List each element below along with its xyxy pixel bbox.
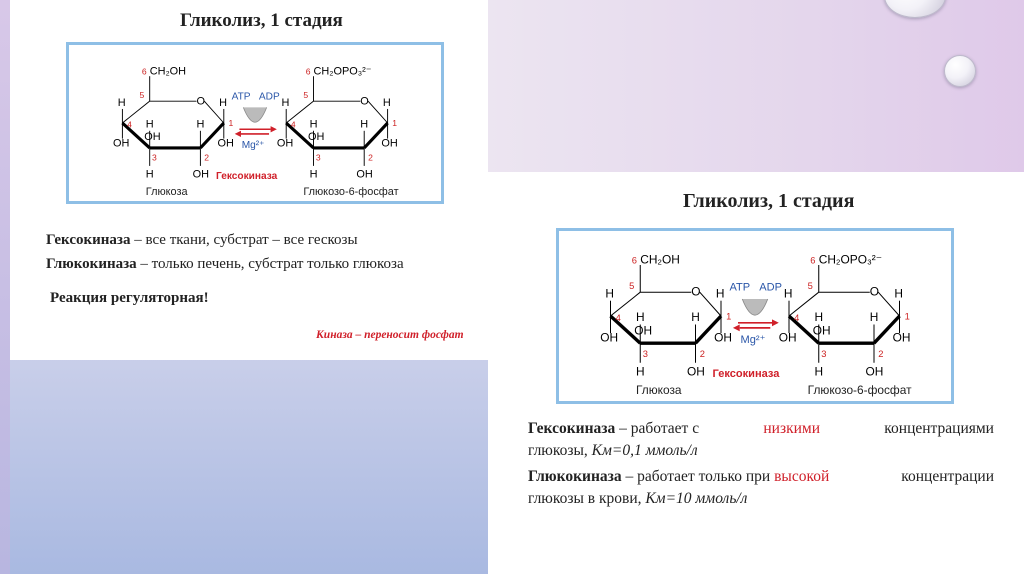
svg-text:H: H <box>196 118 205 131</box>
p2-text-b: концентрации <box>901 468 994 485</box>
svg-text:H: H <box>382 96 391 109</box>
slide-1-title: Гликолиз, 1 стадия <box>180 10 343 31</box>
svg-text:2: 2 <box>368 152 373 163</box>
slide-1-line-2 <box>46 256 404 273</box>
svg-text:H: H <box>636 310 645 325</box>
svg-text:OH: OH <box>812 323 831 338</box>
svg-text:H: H <box>691 310 700 325</box>
slide-2-title: Гликолиз, 1 стадия <box>683 190 855 212</box>
svg-text:O: O <box>691 284 701 299</box>
svg-text:OH: OH <box>217 137 234 150</box>
km-glucokinase: Км=10 ммоль/л <box>645 490 748 507</box>
high-highlight: высокой <box>774 468 830 485</box>
svg-text:CH₂OPO₃²⁻: CH₂OPO₃²⁻ <box>313 65 372 78</box>
svg-text:OH: OH <box>778 330 797 345</box>
svg-text:OH: OH <box>634 323 653 338</box>
svg-text:O: O <box>360 95 369 108</box>
svg-text:H: H <box>605 286 614 301</box>
svg-text:1: 1 <box>228 118 234 129</box>
slide-1 <box>10 0 488 360</box>
slide-1-diagram <box>66 42 444 204</box>
svg-text:OH: OH <box>865 364 884 379</box>
svg-text:6: 6 <box>631 255 637 266</box>
svg-text:4: 4 <box>794 313 800 324</box>
slide-1-note: Киназа – переносит фосфат <box>316 329 464 341</box>
svg-text:OH: OH <box>714 330 733 345</box>
glucokinase-term-2: Глюкокиназа <box>528 468 622 485</box>
svg-text:ADP: ADP <box>759 281 782 294</box>
background-edge <box>0 0 10 574</box>
bubble-decoration-small <box>944 55 976 87</box>
hexokinase-term-2: Гексокиназа <box>528 420 616 437</box>
slide-2-diagram <box>556 228 954 404</box>
line-2-text: – только печень, субстрат только глюкоза <box>136 256 404 272</box>
svg-text:H: H <box>814 364 824 379</box>
p2-line2-text: глюкозы в крови, <box>528 490 646 507</box>
svg-text:ATP: ATP <box>729 281 751 294</box>
slide-1-line-3: Реакция регуляторная! <box>50 290 209 306</box>
svg-text:H: H <box>219 96 228 109</box>
svg-text:6: 6 <box>305 66 311 77</box>
svg-text:OH: OH <box>687 364 705 379</box>
svg-text:OH: OH <box>600 330 619 345</box>
svg-text:5: 5 <box>807 280 813 291</box>
svg-text:OH: OH <box>892 330 911 345</box>
svg-text:6: 6 <box>141 66 147 77</box>
svg-text:CH₂OPO₃²⁻: CH₂OPO₃²⁻ <box>818 252 883 267</box>
svg-text:3: 3 <box>315 152 321 163</box>
svg-text:H: H <box>869 310 879 325</box>
line-1-text: – все ткани, субстрат – все гескозы <box>130 232 358 248</box>
svg-text:H: H <box>783 286 793 301</box>
svg-text:5: 5 <box>629 280 635 291</box>
svg-text:4: 4 <box>290 119 296 130</box>
p1-line2-text: глюкозы, <box>528 442 592 459</box>
p1-text-a: – работает с <box>615 420 700 437</box>
svg-text:OH: OH <box>381 137 398 150</box>
svg-text:2: 2 <box>699 348 705 359</box>
svg-text:ATP: ATP <box>231 91 251 103</box>
glucokinase-term: Глюкокиназа <box>46 256 137 272</box>
svg-text:Mg²⁺: Mg²⁺ <box>241 139 265 151</box>
enzyme-label: Гексокиназа <box>216 171 278 183</box>
svg-text:1: 1 <box>726 311 732 322</box>
background-panel-pink <box>488 0 1024 172</box>
svg-text:ADP: ADP <box>258 91 280 103</box>
g6p-label: Глюкозо-6-фосфат <box>303 185 399 198</box>
svg-text:Mg²⁺: Mg²⁺ <box>740 334 766 347</box>
p1-text-b: концентрациями <box>884 420 994 437</box>
hexokinase-term: Гексокиназа <box>46 232 131 248</box>
svg-text:H: H <box>309 118 318 131</box>
svg-text:3: 3 <box>821 348 827 359</box>
svg-text:1: 1 <box>904 311 910 322</box>
svg-text:H: H <box>636 364 645 379</box>
svg-text:H: H <box>117 96 126 109</box>
km-hexokinase: Км=0,1 ммоль/л <box>591 442 698 459</box>
svg-text:CH₂OH: CH₂OH <box>640 252 680 267</box>
svg-text:H: H <box>145 118 154 131</box>
p2-text-a: – работает только при <box>621 468 775 485</box>
glycolysis-reaction-diagram-2 <box>559 231 951 401</box>
svg-text:OH: OH <box>276 137 294 150</box>
svg-text:5: 5 <box>139 90 145 101</box>
svg-text:H: H <box>814 310 824 325</box>
svg-text:6: 6 <box>810 255 816 266</box>
slide-2-p2-line-1 <box>528 468 994 486</box>
svg-text:5: 5 <box>303 90 309 101</box>
svg-text:3: 3 <box>152 152 157 163</box>
svg-text:O: O <box>196 95 205 108</box>
svg-text:H: H <box>145 168 154 181</box>
svg-text:OH: OH <box>113 137 130 150</box>
svg-text:OH: OH <box>356 168 373 181</box>
svg-text:CH₂OH: CH₂OH <box>149 65 187 78</box>
svg-text:1: 1 <box>392 118 398 129</box>
low-highlight: низкими <box>763 420 821 437</box>
svg-text:OH: OH <box>308 131 325 144</box>
svg-text:OH: OH <box>192 168 209 181</box>
svg-text:O: O <box>869 284 879 299</box>
svg-text:Гексокиназа: Гексокиназа <box>712 368 780 381</box>
svg-text:Глюкоза: Глюкоза <box>636 383 682 398</box>
svg-text:3: 3 <box>642 348 649 359</box>
svg-text:4: 4 <box>127 119 132 130</box>
slide-2-p1-line-1 <box>528 420 994 438</box>
reaction-arrows <box>232 92 280 151</box>
glycolysis-reaction-diagram-1 <box>69 45 441 201</box>
svg-text:H: H <box>715 286 725 301</box>
svg-text:H: H <box>309 168 318 181</box>
svg-text:2: 2 <box>878 348 884 359</box>
slide-2 <box>488 172 1024 574</box>
slide-1-line-1 <box>46 232 358 249</box>
svg-text:OH: OH <box>144 131 161 144</box>
svg-text:4: 4 <box>615 313 621 324</box>
svg-text:H: H <box>360 118 369 131</box>
svg-text:H: H <box>281 96 290 109</box>
svg-text:H: H <box>894 286 903 301</box>
slide-2-p1-line-2 <box>528 442 698 460</box>
svg-text:Глюкозо-6-фосфат: Глюкозо-6-фосфат <box>807 383 912 398</box>
glucose-label: Глюкоза <box>145 185 188 198</box>
svg-text:2: 2 <box>204 152 210 163</box>
slide-2-p2-line-2 <box>528 490 747 508</box>
